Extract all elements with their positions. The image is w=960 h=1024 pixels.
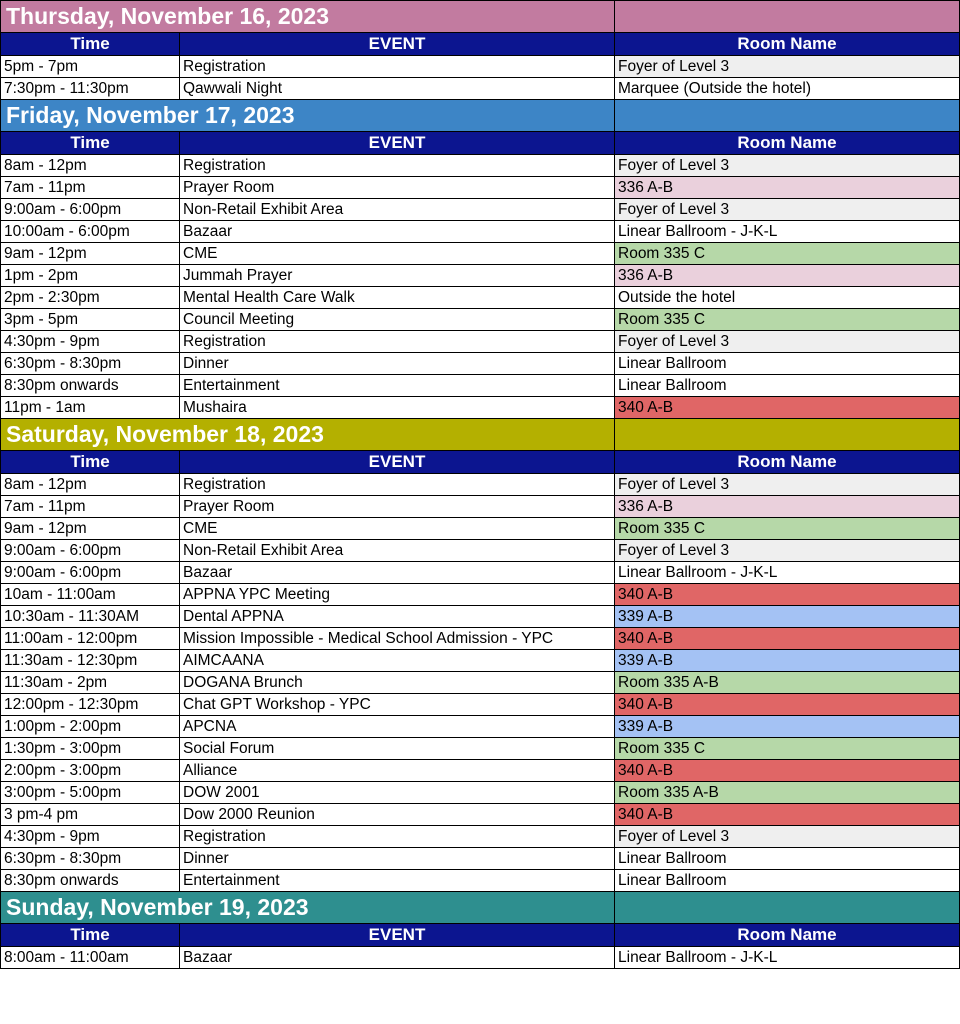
room-cell: 340 A-B — [615, 397, 960, 419]
table-row — [1, 716, 960, 738]
event-cell: Registration — [180, 155, 615, 177]
day-header-row — [1, 1, 960, 33]
time-cell: 1:00pm - 2:00pm — [1, 716, 180, 738]
room-column-header: Room Name — [615, 33, 960, 56]
time-cell: 4:30pm - 9pm — [1, 331, 180, 353]
room-cell: 336 A-B — [615, 496, 960, 518]
day-header-row — [1, 419, 960, 451]
room-cell: Linear Ballroom — [615, 848, 960, 870]
day-title: Saturday, November 18, 2023 — [1, 419, 615, 451]
room-cell: 340 A-B — [615, 584, 960, 606]
table-row — [1, 474, 960, 496]
time-cell: 11:30am - 2pm — [1, 672, 180, 694]
room-column-header: Room Name — [615, 132, 960, 155]
event-cell: Chat GPT Workshop - YPC — [180, 694, 615, 716]
event-cell: Dow 2000 Reunion — [180, 804, 615, 826]
room-cell: Linear Ballroom - J-K-L — [615, 221, 960, 243]
table-row — [1, 782, 960, 804]
event-cell: Prayer Room — [180, 177, 615, 199]
day-title: Thursday, November 16, 2023 — [1, 1, 615, 33]
time-cell: 8:30pm onwards — [1, 375, 180, 397]
room-cell: Marquee (Outside the hotel) — [615, 78, 960, 100]
table-row — [1, 650, 960, 672]
table-row — [1, 672, 960, 694]
time-cell: 9:00am - 6:00pm — [1, 199, 180, 221]
table-row — [1, 947, 960, 969]
day-title: Friday, November 17, 2023 — [1, 100, 615, 132]
room-cell: Room 335 C — [615, 518, 960, 540]
table-row — [1, 353, 960, 375]
time-cell: 11:00am - 12:00pm — [1, 628, 180, 650]
event-cell: Qawwali Night — [180, 78, 615, 100]
time-cell: 6:30pm - 8:30pm — [1, 848, 180, 870]
time-cell: 11pm - 1am — [1, 397, 180, 419]
event-cell: Prayer Room — [180, 496, 615, 518]
day-title-spacer — [615, 1, 960, 33]
room-cell: Linear Ballroom — [615, 353, 960, 375]
event-cell: DOGANA Brunch — [180, 672, 615, 694]
room-cell: Foyer of Level 3 — [615, 56, 960, 78]
time-cell: 10:00am - 6:00pm — [1, 221, 180, 243]
time-column-header: Time — [1, 33, 180, 56]
table-row — [1, 518, 960, 540]
day-title-spacer — [615, 419, 960, 451]
table-row — [1, 870, 960, 892]
time-cell: 9:00am - 6:00pm — [1, 562, 180, 584]
room-cell: Outside the hotel — [615, 287, 960, 309]
day-header-row — [1, 892, 960, 924]
room-cell: Linear Ballroom — [615, 375, 960, 397]
table-row — [1, 221, 960, 243]
event-cell: CME — [180, 243, 615, 265]
time-cell: 1:30pm - 3:00pm — [1, 738, 180, 760]
column-header-row — [1, 451, 960, 474]
room-cell: 336 A-B — [615, 177, 960, 199]
time-cell: 2pm - 2:30pm — [1, 287, 180, 309]
event-cell: Jummah Prayer — [180, 265, 615, 287]
day-title-spacer — [615, 892, 960, 924]
room-cell: 340 A-B — [615, 760, 960, 782]
event-cell: Non-Retail Exhibit Area — [180, 199, 615, 221]
time-cell: 1pm - 2pm — [1, 265, 180, 287]
time-cell: 11:30am - 12:30pm — [1, 650, 180, 672]
table-row — [1, 562, 960, 584]
event-cell: Council Meeting — [180, 309, 615, 331]
column-header-row — [1, 924, 960, 947]
time-cell: 12:00pm - 12:30pm — [1, 694, 180, 716]
table-row — [1, 78, 960, 100]
event-cell: Social Forum — [180, 738, 615, 760]
day-title-spacer — [615, 100, 960, 132]
event-cell: Mental Health Care Walk — [180, 287, 615, 309]
time-cell: 5pm - 7pm — [1, 56, 180, 78]
event-cell: Registration — [180, 56, 615, 78]
table-row — [1, 826, 960, 848]
event-cell: Dinner — [180, 848, 615, 870]
event-cell: Registration — [180, 826, 615, 848]
event-column-header: EVENT — [180, 924, 615, 947]
room-cell: 339 A-B — [615, 606, 960, 628]
time-column-header: Time — [1, 132, 180, 155]
event-cell: Mushaira — [180, 397, 615, 419]
room-cell: 340 A-B — [615, 804, 960, 826]
table-row — [1, 287, 960, 309]
event-cell: DOW 2001 — [180, 782, 615, 804]
time-cell: 3:00pm - 5:00pm — [1, 782, 180, 804]
room-cell: Room 335 C — [615, 243, 960, 265]
table-row — [1, 375, 960, 397]
room-cell: Foyer of Level 3 — [615, 474, 960, 496]
time-cell: 8:00am - 11:00am — [1, 947, 180, 969]
room-cell: Room 335 C — [615, 309, 960, 331]
time-cell: 9am - 12pm — [1, 518, 180, 540]
event-column-header: EVENT — [180, 451, 615, 474]
time-cell: 9am - 12pm — [1, 243, 180, 265]
event-cell: Non-Retail Exhibit Area — [180, 540, 615, 562]
event-cell: CME — [180, 518, 615, 540]
table-row — [1, 804, 960, 826]
time-cell: 4:30pm - 9pm — [1, 826, 180, 848]
time-cell: 8am - 12pm — [1, 155, 180, 177]
event-cell: Entertainment — [180, 375, 615, 397]
event-cell: Bazaar — [180, 562, 615, 584]
room-cell: Foyer of Level 3 — [615, 331, 960, 353]
event-cell: Dinner — [180, 353, 615, 375]
event-cell: Mission Impossible - Medical School Admission - YPC — [180, 628, 615, 650]
room-cell: Foyer of Level 3 — [615, 540, 960, 562]
table-row — [1, 738, 960, 760]
room-cell: Room 335 A-B — [615, 672, 960, 694]
room-cell: Foyer of Level 3 — [615, 155, 960, 177]
event-cell: Dental APPNA — [180, 606, 615, 628]
room-cell: Foyer of Level 3 — [615, 826, 960, 848]
event-cell: Bazaar — [180, 221, 615, 243]
room-cell: Room 335 C — [615, 738, 960, 760]
time-cell: 9:00am - 6:00pm — [1, 540, 180, 562]
time-column-header: Time — [1, 451, 180, 474]
table-row — [1, 199, 960, 221]
event-cell: Registration — [180, 331, 615, 353]
event-cell: Alliance — [180, 760, 615, 782]
time-cell: 7am - 11pm — [1, 496, 180, 518]
time-cell: 10:30am - 11:30AM — [1, 606, 180, 628]
table-row — [1, 606, 960, 628]
table-row — [1, 155, 960, 177]
schedule-body — [1, 1, 960, 969]
event-cell: Bazaar — [180, 947, 615, 969]
room-cell: Room 335 A-B — [615, 782, 960, 804]
room-cell: Linear Ballroom - J-K-L — [615, 947, 960, 969]
room-cell: 339 A-B — [615, 650, 960, 672]
room-cell: Foyer of Level 3 — [615, 199, 960, 221]
time-cell: 8:30pm onwards — [1, 870, 180, 892]
table-row — [1, 265, 960, 287]
room-column-header: Room Name — [615, 924, 960, 947]
table-row — [1, 243, 960, 265]
event-cell: AIMCAANA — [180, 650, 615, 672]
table-row — [1, 584, 960, 606]
time-cell: 2:00pm - 3:00pm — [1, 760, 180, 782]
column-header-row — [1, 132, 960, 155]
time-cell: 7am - 11pm — [1, 177, 180, 199]
room-cell: 340 A-B — [615, 694, 960, 716]
day-title: Sunday, November 19, 2023 — [1, 892, 615, 924]
event-cell: APCNA — [180, 716, 615, 738]
table-row — [1, 760, 960, 782]
table-row — [1, 331, 960, 353]
event-column-header: EVENT — [180, 33, 615, 56]
table-row — [1, 848, 960, 870]
room-cell: 339 A-B — [615, 716, 960, 738]
time-cell: 6:30pm - 8:30pm — [1, 353, 180, 375]
time-cell: 8am - 12pm — [1, 474, 180, 496]
table-row — [1, 309, 960, 331]
event-cell: Entertainment — [180, 870, 615, 892]
room-cell: Linear Ballroom - J-K-L — [615, 562, 960, 584]
room-column-header: Room Name — [615, 451, 960, 474]
day-header-row — [1, 100, 960, 132]
event-cell: APPNA YPC Meeting — [180, 584, 615, 606]
time-cell: 3pm - 5pm — [1, 309, 180, 331]
table-row — [1, 177, 960, 199]
event-cell: Registration — [180, 474, 615, 496]
time-cell: 3 pm-4 pm — [1, 804, 180, 826]
room-cell: 336 A-B — [615, 265, 960, 287]
table-row — [1, 397, 960, 419]
table-row — [1, 628, 960, 650]
table-row — [1, 540, 960, 562]
room-cell: 340 A-B — [615, 628, 960, 650]
time-cell: 7:30pm - 11:30pm — [1, 78, 180, 100]
time-cell: 10am - 11:00am — [1, 584, 180, 606]
table-row — [1, 496, 960, 518]
time-column-header: Time — [1, 924, 180, 947]
room-cell: Linear Ballroom — [615, 870, 960, 892]
event-column-header: EVENT — [180, 132, 615, 155]
column-header-row — [1, 33, 960, 56]
table-row — [1, 56, 960, 78]
table-row — [1, 694, 960, 716]
